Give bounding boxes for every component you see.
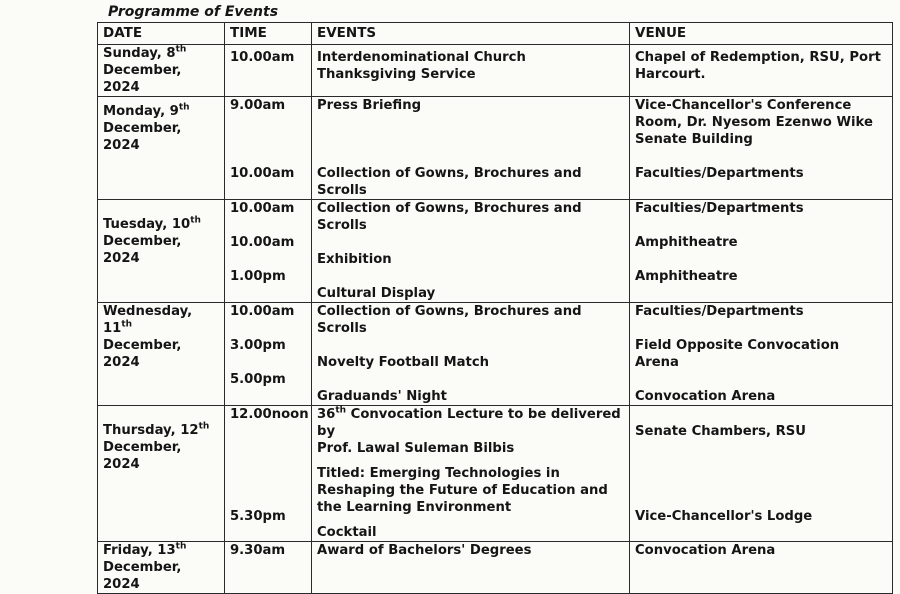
venue-cell: Chapel of Redemption, RSU, Port Harcourt. [630,45,893,97]
time-cell: 10.00am 3.00pm 5.00pm [225,303,312,406]
date-cell: Tuesday, 10th December, 2024 [98,200,225,303]
date-cell: Thursday, 12th December, 2024 [98,406,225,542]
event-cell: 36th Convocation Lecture to be delivered by Prof. Lawal Suleman Bilbis Titled: Emerging Technologies in Reshaping the Future of Education and the Learning Environment Cocktail [312,406,630,542]
table-header-row [98,23,893,45]
programme-table [97,22,893,594]
event-cell: Press Briefing Collection of Gowns, Brochures and Scrolls [312,97,630,200]
time-cell: 10.00am 10.00am 1.00pm [225,200,312,303]
time-cell: 10.00am [225,45,312,97]
table-row [98,45,893,97]
venue-cell: Faculties/Departments Amphitheatre Amphitheatre [630,200,893,303]
venue-cell: Convocation Arena [630,542,893,594]
page-title: Programme of Events [108,4,279,20]
venue-cell: Vice-Chancellor's Conference Room, Dr. Nyesom Ezenwo Wike Senate Building Faculties/Departments [630,97,893,200]
header-date: DATE [98,23,225,45]
event-cell: Award of Bachelors' Degrees [312,542,630,594]
venue-cell: Faculties/Departments Field Opposite Convocation Arena Convocation Arena [630,303,893,406]
venue-cell: Senate Chambers, RSU Vice-Chancellor's Lodge [630,406,893,542]
event-cell: Interdenominational Church Thanksgiving Service [312,45,630,97]
date-cell: Sunday, 8th December, 2024 [98,45,225,97]
time-cell: 9.00am 10.00am [225,97,312,200]
date-cell: Friday, 13th December, 2024 [98,542,225,594]
time-cell: 12.00noon 5.30pm [225,406,312,542]
table-row [98,97,893,200]
header-time: TIME [225,23,312,45]
header-venue: VENUE [630,23,893,45]
date-cell: Wednesday, 11th December, 2024 [98,303,225,406]
table-row [98,200,893,303]
header-events: EVENTS [312,23,630,45]
event-cell: Collection of Gowns, Brochures and Scrolls Exhibition Cultural Display [312,200,630,303]
table-row [98,406,893,542]
time-cell: 9.30am [225,542,312,594]
event-cell: Collection of Gowns, Brochures and Scrolls Novelty Football Match Graduands' Night [312,303,630,406]
table-row [98,303,893,406]
date-cell: Monday, 9th December, 2024 [98,97,225,200]
table-row [98,542,893,594]
